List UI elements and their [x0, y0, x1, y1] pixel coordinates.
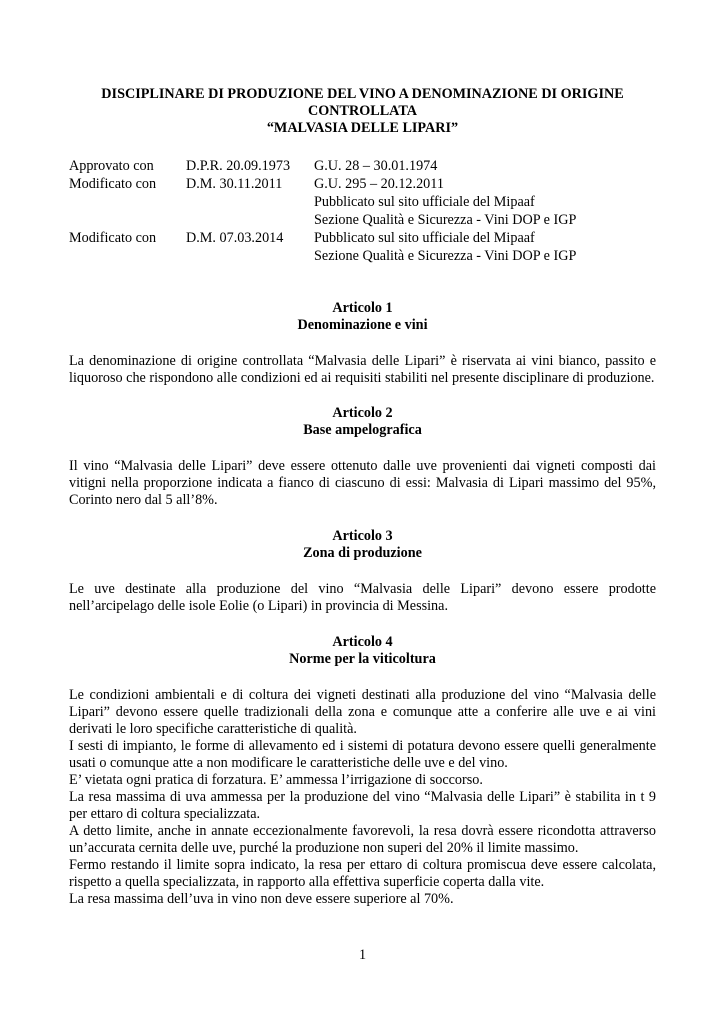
article-number: Articolo 1: [332, 300, 393, 316]
approval-label: Modificato con: [69, 176, 157, 192]
paragraph: Fermo restando il limite sopra indicato, la resa per ettaro di coltura promiscua deve essere calcolata, rispetto a quella specializzata, in rapporto alla effettiva superficie coperta dalla vite.: [69, 857, 656, 890]
paragraph: La resa massima dell’uva in vino non deve essere superiore al 70%.: [69, 891, 454, 907]
approval-decree: D.M. 07.03.2014: [186, 230, 284, 246]
article-title: Norme per la viticoltura: [289, 651, 436, 667]
approval-decree: D.P.R. 20.09.1973: [186, 158, 291, 174]
article-3-heading: [69, 528, 656, 562]
paragraph: Il vino “Malvasia delle Lipari” deve essere ottenuto dalle uve provenienti dai vigneti composti dai vitigni nella proporzione indicata a fianco di ciascuno di essi: Malvasia di Lipari massimo del 95%, Corinto nero dal 5 all’8%.: [69, 458, 656, 508]
paragraph: E’ vietata ogni pratica di forzatura. E’ ammessa l’irrigazione di soccorso.: [69, 772, 483, 788]
article-4-body: [69, 687, 656, 908]
article-number: Articolo 2: [332, 405, 393, 421]
approval-row: [69, 194, 656, 212]
document-page: [69, 86, 656, 925]
approval-row: [69, 212, 656, 230]
paragraph: La denominazione di origine controllata “Malvasia delle Lipari” è riservata ai vini bianco, passito e liquoroso che rispondono alle condizioni ed ai requisiti stabiliti nel presente disciplinare di produzione.: [69, 353, 656, 386]
article-number: Articolo 3: [332, 528, 393, 544]
page-number: 1: [358, 947, 367, 963]
approval-decree: D.M. 30.11.2011: [186, 176, 283, 192]
paragraph: Le condizioni ambientali e di coltura dei vigneti destinati alla produzione del vino “Malvasia delle Lipari” devono essere quelle tradizionali della zona e comunque atte a conferire alle uve e ai vini derivati le loro specifiche caratteristiche di qualità.: [69, 687, 656, 737]
approval-note: G.U. 295 – 20.12.2011: [314, 176, 444, 192]
approval-label: [69, 212, 186, 230]
approval-row: [69, 230, 656, 248]
approval-label: Modificato con: [69, 230, 157, 246]
article-2-heading: [69, 405, 656, 439]
article-4-heading: [69, 634, 656, 668]
paragraph: La resa massima di uva ammessa per la produzione del vino “Malvasia delle Lipari” è stabilita in t 9 per ettaro di coltura specializzata.: [69, 789, 656, 822]
approval-label: Approvato con: [69, 158, 154, 174]
paragraph: I sesti di impianto, le forme di allevamento ed i sistemi di potatura devono essere quelli generalmente usati o comunque atte a non modificare le caratteristiche delle uve e del vino.: [69, 738, 656, 771]
article-title: Base ampelografica: [303, 422, 422, 438]
approval-label: [69, 194, 186, 212]
document-title: [69, 86, 656, 137]
title-line-1: DISCIPLINARE DI PRODUZIONE DEL VINO A DENOMINAZIONE DI ORIGINE: [101, 86, 624, 102]
article-3-body: [69, 581, 656, 615]
approval-row: [69, 176, 656, 194]
title-line-3: “MALVASIA DELLE LIPARI”: [266, 120, 459, 136]
approval-row: [69, 158, 656, 176]
article-2-body: [69, 458, 656, 509]
approval-label: [69, 248, 186, 266]
article-1-body: [69, 353, 656, 387]
paragraph: Le uve destinate alla produzione del vino “Malvasia delle Lipari” devono essere prodotte nell’arcipelago delle isole Eolie (o Lipari) in provincia di Messina.: [69, 581, 656, 614]
approval-decree: [186, 212, 314, 230]
approval-note: Pubblicato sul sito ufficiale del Mipaaf: [314, 194, 535, 210]
approval-note: Sezione Qualità e Sicurezza - Vini DOP e IGP: [314, 212, 577, 228]
approval-note: Sezione Qualità e Sicurezza - Vini DOP e IGP: [314, 248, 577, 264]
article-title: Denominazione e vini: [297, 317, 428, 333]
article-1-heading: [69, 300, 656, 334]
approval-decree: [186, 194, 314, 212]
article-number: Articolo 4: [332, 634, 393, 650]
approval-note: Pubblicato sul sito ufficiale del Mipaaf: [314, 230, 535, 246]
approval-note: G.U. 28 – 30.01.1974: [314, 158, 438, 174]
approval-history: [69, 158, 656, 266]
title-line-2: CONTROLLATA: [307, 103, 418, 119]
approval-row: [69, 248, 656, 266]
approval-decree: [186, 248, 314, 266]
paragraph: A detto limite, anche in annate eccezionalmente favorevoli, la resa dovrà essere ricondotta attraverso un’accurata cernita delle uve, purché la produzione non superi del 20% il limite massimo.: [69, 823, 656, 856]
article-title: Zona di produzione: [303, 545, 422, 561]
